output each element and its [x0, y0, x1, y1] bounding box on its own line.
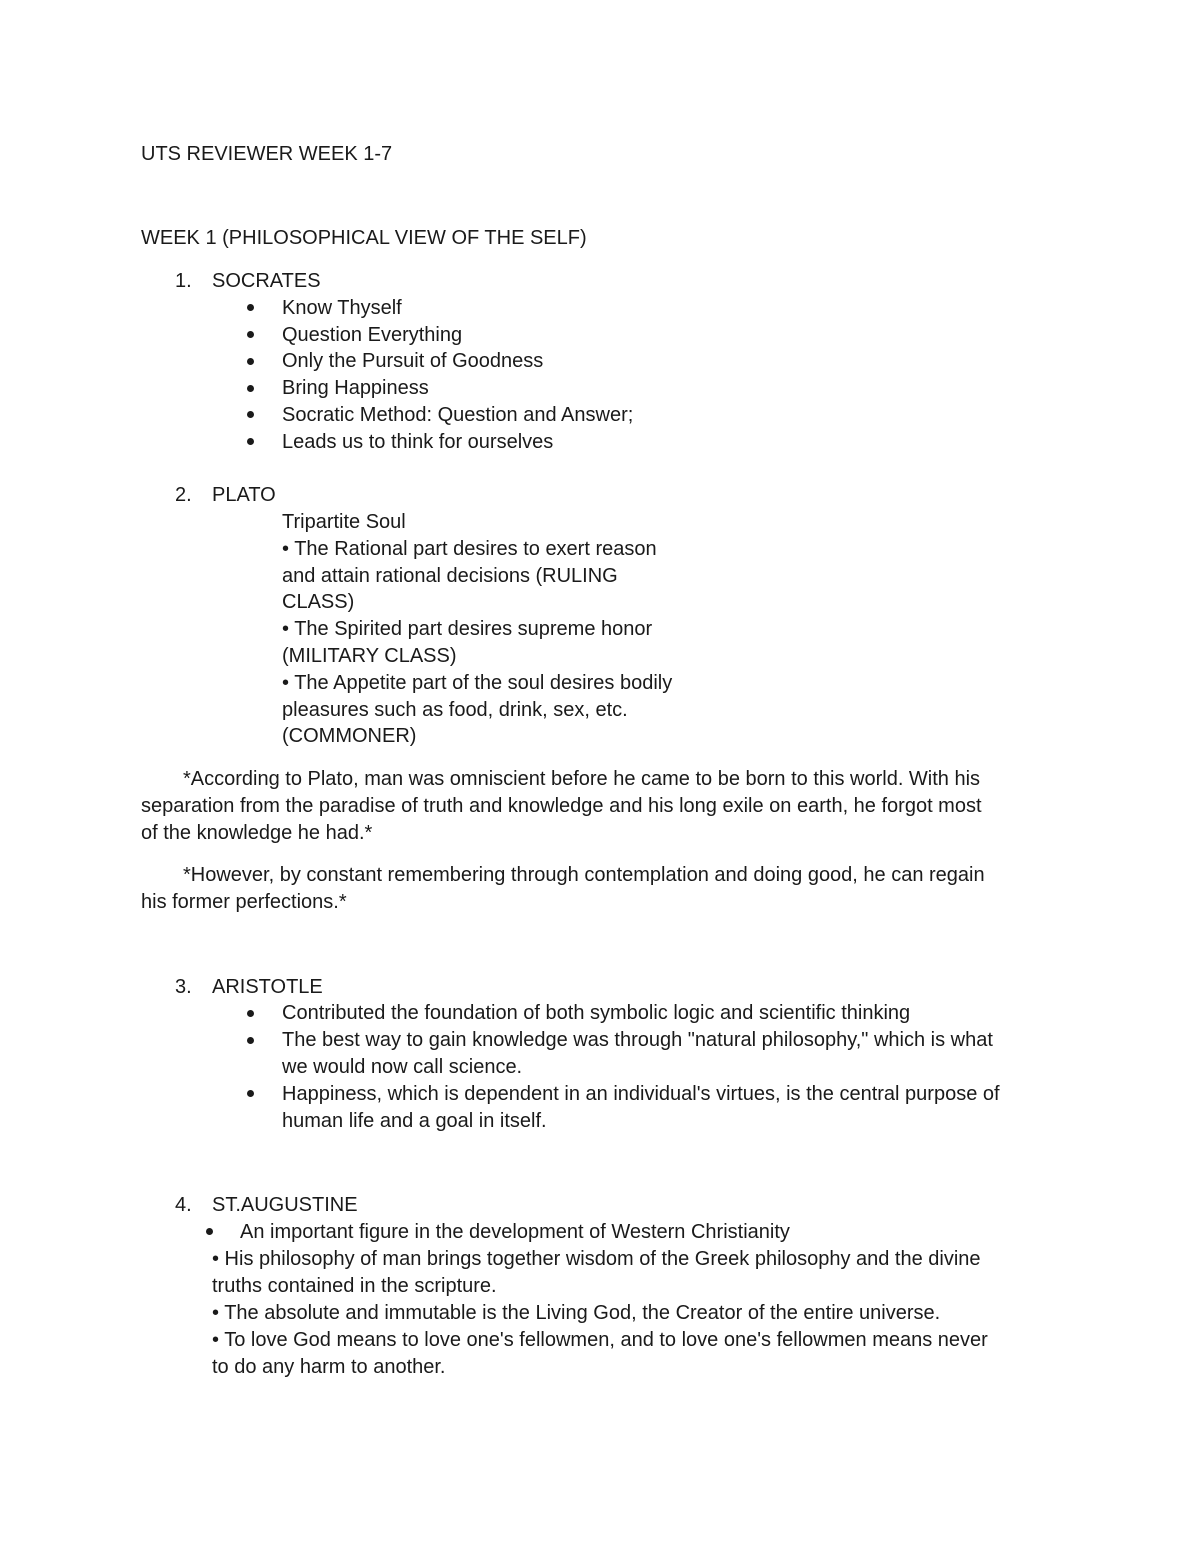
plato-note-line: *According to Plato, man was omniscient before he came to be born to this world. With his	[183, 768, 981, 790]
augustine-line: • To love God means to love one's fellowmen, and to love one's fellowmen means never	[212, 1329, 988, 1351]
augustine-heading: ST.AUGUSTINE	[212, 1194, 358, 1216]
document-title: UTS REVIEWER WEEK 1-7	[141, 143, 393, 165]
plato-number: 2.	[175, 484, 192, 506]
augustine-number: 4.	[175, 1194, 192, 1216]
bullet-dot	[247, 1010, 254, 1017]
bullet-dot	[247, 411, 254, 418]
plato-line: pleasures such as food, drink, sex, etc.	[282, 699, 628, 721]
augustine-line: to do any harm to another.	[212, 1356, 446, 1378]
plato-note-line: *However, by constant remembering through contemplation and doing good, he can regain	[183, 864, 985, 886]
augustine-line: truths contained in the scripture.	[212, 1275, 497, 1297]
plato-line: Tripartite Soul	[282, 511, 406, 533]
aristotle-point: The best way to gain knowledge was through "natural philosophy," which is what	[282, 1029, 993, 1051]
bullet-dot	[247, 358, 254, 365]
bullet-dot	[206, 1228, 213, 1235]
socrates-point: Only the Pursuit of Goodness	[282, 350, 544, 372]
plato-note-line: his former perfections.*	[141, 891, 347, 913]
plato-line: (COMMONER)	[282, 725, 417, 747]
plato-line: and attain rational decisions (RULING	[282, 565, 618, 587]
socrates-heading: SOCRATES	[212, 270, 321, 292]
plato-heading: PLATO	[212, 484, 276, 506]
bullet-dot	[247, 331, 254, 338]
aristotle-point: Happiness, which is dependent in an individual's virtues, is the central purpose of	[282, 1083, 1000, 1105]
socrates-point: Know Thyself	[282, 297, 402, 319]
plato-note-line: of the knowledge he had.*	[141, 822, 373, 844]
bullet-dot	[247, 1090, 254, 1097]
week1-heading: WEEK 1 (PHILOSOPHICAL VIEW OF THE SELF)	[141, 227, 587, 249]
plato-note-line: separation from the paradise of truth and knowledge and his long exile on earth, he forgot most	[141, 795, 982, 817]
socrates-point: Socratic Method: Question and Answer;	[282, 404, 634, 426]
socrates-point: Leads us to think for ourselves	[282, 431, 554, 453]
bullet-dot	[247, 1037, 254, 1044]
plato-line: CLASS)	[282, 591, 355, 613]
aristotle-point-cont: we would now call science.	[282, 1056, 523, 1078]
socrates-number: 1.	[175, 270, 192, 292]
augustine-point: An important figure in the development of Western Christianity	[240, 1221, 790, 1243]
aristotle-point: Contributed the foundation of both symbolic logic and scientific thinking	[282, 1002, 911, 1024]
augustine-line: • The absolute and immutable is the Living God, the Creator of the entire universe.	[212, 1302, 941, 1324]
plato-line: • The Rational part desires to exert reason	[282, 538, 657, 560]
plato-line: • The Spirited part desires supreme honor	[282, 618, 653, 640]
aristotle-heading: ARISTOTLE	[212, 976, 323, 998]
plato-line: (MILITARY CLASS)	[282, 645, 457, 667]
plato-line: • The Appetite part of the soul desires bodily	[282, 672, 673, 694]
bullet-dot	[247, 438, 254, 445]
augustine-line: • His philosophy of man brings together wisdom of the Greek philosophy and the divine	[212, 1248, 981, 1270]
bullet-dot	[247, 304, 254, 311]
socrates-point: Bring Happiness	[282, 377, 429, 399]
socrates-point: Question Everything	[282, 324, 463, 346]
aristotle-number: 3.	[175, 976, 192, 998]
aristotle-point-cont: human life and a goal in itself.	[282, 1110, 547, 1132]
bullet-dot	[247, 385, 254, 392]
